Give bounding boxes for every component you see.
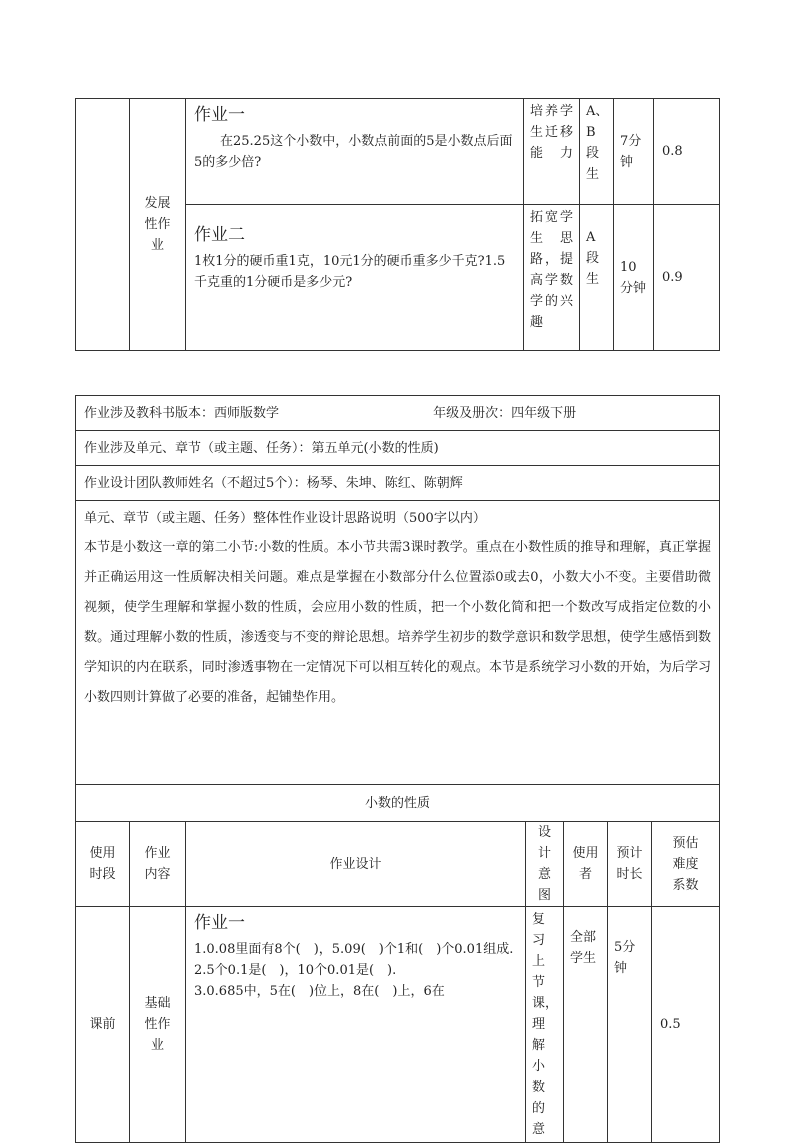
section-title: 小数的性质: [76, 785, 720, 822]
row-audience: 全部学生: [564, 907, 608, 1143]
task-body: 在25.25这个小数中，小数点前面的5是小数点后面5的多少倍?: [194, 134, 513, 170]
row-time: 5分钟: [608, 907, 652, 1143]
unit-row: 作业涉及单元、章节（或主题、任务）：第五单元(小数的性质): [76, 431, 720, 466]
category-cell: 发展性作业: [130, 99, 186, 351]
period-cell-empty: [76, 99, 130, 351]
lower-assignment-table: [75, 395, 720, 1143]
upper-assignment-table: [75, 98, 720, 351]
row-period: 课前: [76, 907, 130, 1143]
header-time: 预计时长: [608, 822, 652, 907]
row-design-cell: [186, 907, 526, 1143]
intent-cell: 培养学生迁移能力: [524, 99, 580, 205]
audience-cell: A、B段生: [580, 99, 614, 205]
header-audience: 使用者: [564, 822, 608, 907]
task-line: 2.5个0.1是( )，10个0.01是( ).: [194, 963, 397, 978]
difficulty-cell: 0.8: [654, 99, 720, 205]
task-cell-2: [186, 205, 524, 351]
task-cell-1: [186, 99, 524, 205]
task-title: 作业一: [194, 913, 245, 933]
row-intent: 复习上节课，理解小数的意: [526, 907, 564, 1143]
time-cell: 10分钟: [614, 205, 654, 351]
design-title: 单元、章节（或主题、任务）整体性作业设计思路说明（500字以内）: [84, 511, 486, 526]
header-design: 作业设计: [186, 822, 526, 907]
design-description-cell: [76, 501, 720, 785]
task-line: 1.0.08里面有8个( )，5.09( )个1和( )个0.01组成.: [194, 942, 514, 957]
row-content: 基础性作业: [130, 907, 186, 1143]
design-body: 本节是小数这一章的第二小节:小数的性质。本小节共需3课时教学。重点在小数性质的推导和理解，真正掌握并正确运用这一性质解决相关问题。难点是掌握在小数部分什么位置添0或去0，小数大小不变。主要借助微视频，使学生理解和掌握小数的性质，会应用小数的性质，把一个小数化简和把一个数改写成指定位数的小数。通过理解小数的性质，渗透变与不变的辩论思想。培养学生初步的数学意识和数学思想，使学生感悟到数学知识的内在联系，同时渗透事物在一定情况下可以相互转化的观点。本节是系统学习小数的开始，为后学习小数四则计算做了必要的准备，起铺垫作用。: [84, 540, 712, 705]
header-period: 使用时段: [76, 822, 130, 907]
header-content: 作业内容: [130, 822, 186, 907]
header-difficulty: 预估难度系数: [652, 822, 720, 907]
task-title: 作业一: [194, 105, 245, 125]
time-cell: 7分钟: [614, 99, 654, 205]
team-row: 作业设计团队教师姓名（不超过5个）：杨琴、朱坤、陈红、陈朝辉: [76, 466, 720, 501]
difficulty-cell: 0.9: [654, 205, 720, 351]
textbook-row: [76, 396, 720, 431]
row-difficulty: 0.5: [652, 907, 720, 1143]
audience-cell: A段生: [580, 205, 614, 351]
task-title: 作业二: [194, 225, 245, 245]
grade-label: 年级及册次：四年级下册: [433, 405, 577, 421]
task-line: 3.0.685中，5在( )位上，8在( )上，6在: [194, 984, 445, 999]
textbook-label: 作业涉及教科书版本：西师版数学: [84, 405, 280, 421]
task-body: 1枚1分的硬币重1克，10元1分的硬币重多少千克?1.5千克重的1分硬币是多少元?: [194, 254, 506, 290]
intent-cell: 拓宽学生思路，提高学数学的兴趣: [524, 205, 580, 351]
header-intent: 设计意图: [526, 822, 564, 907]
